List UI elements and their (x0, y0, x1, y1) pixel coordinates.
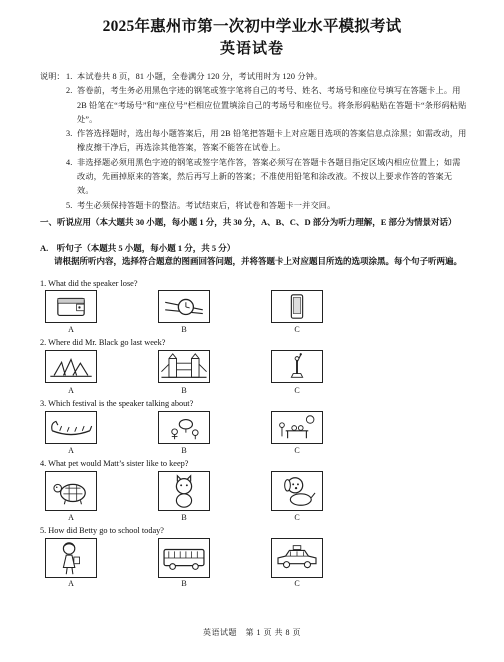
option-label-c: C (294, 386, 300, 395)
instructions-lead: 说明： (40, 72, 65, 81)
bus-icon[interactable] (158, 538, 210, 578)
option-label-c: C (294, 325, 300, 334)
option-label-a: A (68, 579, 74, 588)
instruction-item: 2. 答卷前，考生务必用黑色字迹的钢笔或签字笔将自己的考号、姓名、考场号和座位号填写在答题卡上。用 2B 铅笔在“考场号”和“座位号”栏相应位置填涂自己的考场号和座位号。将条形码粘贴在答题卡“条形码粘贴处”。 (66, 86, 467, 124)
part-a-title: A. 听句子（本题共 5 小题，每小题 1 分，共 5 分） (40, 243, 236, 253)
question-1: 1. What did the speaker lose? (40, 279, 138, 288)
exam-subject: 英语试卷 (219, 41, 284, 57)
option-label-a: A (68, 513, 74, 522)
exam-title: 2025年惠州市第一次初中学业水平模拟考试 (102, 18, 402, 35)
girl-walking-icon[interactable] (45, 538, 97, 578)
page-footer: 英语试题 第 1 页 共 8 页 (203, 628, 301, 637)
turtle-icon[interactable] (45, 471, 97, 511)
opera-house-icon[interactable] (45, 350, 97, 383)
dog-icon[interactable] (271, 471, 323, 511)
option-label-c: C (294, 579, 300, 588)
instruction-item: 4. 非选择题必须用黑色字迹的钢笔或签字笔作答，答案必须写在答题卡各题目指定区域内相应位置上；如需改动，先画掉原来的答案，然后再写上新的答案；不准使用铅笔和涂改液。不按以上要求作答的答案无效。 (66, 157, 461, 196)
question-3: 3. Which festival is the speaker talking about? (40, 399, 194, 408)
wallet-icon[interactable] (45, 290, 97, 323)
instructions-block (40, 70, 470, 213)
option-label-a: A (68, 386, 74, 395)
option-label-c: C (294, 513, 300, 522)
question-2: 2. Where did Mr. Black go last week? (40, 338, 166, 347)
question-4: 4. What pet would Matt’s sister like to keep? (40, 459, 189, 468)
dragon-boat-icon[interactable] (45, 411, 97, 444)
taxi-icon[interactable] (271, 538, 323, 578)
instruction-item: 3. 作答选择题时，选出每小题答案后，用 2B 铅笔把答题卡上对应题目选项的答案信息点涂黑；如需改动，用橡皮擦干净后，再选涂其他答案，答案不能答在试卷上。 (66, 129, 467, 153)
statue-of-liberty-icon[interactable] (271, 350, 323, 383)
phone-icon[interactable] (271, 290, 323, 323)
instruction-item: 5. 考生必须保持答题卡的整洁。考试结束后，将试卷和答题卡一并交回。 (66, 200, 336, 210)
instruction-item: 1. 本试卷共 8 页，81 小题，全卷满分 120 分，考试用时为 120 分钟。 (66, 72, 323, 81)
lantern-riddle-icon[interactable] (158, 411, 210, 444)
option-label-b: B (181, 446, 187, 455)
option-label-a: A (68, 325, 74, 334)
moon-cake-table-icon[interactable] (271, 411, 323, 444)
option-label-b: B (181, 325, 187, 334)
question-5: 5. How did Betty go to school today? (40, 526, 164, 535)
part-a-instructions: 请根据所听内容，选择符合题意的图画回答问题，并将答题卡上对应题目所选的选项涂黑。每个句子听两遍。 (54, 256, 463, 266)
option-label-a: A (68, 446, 74, 455)
cat-icon[interactable] (158, 471, 210, 511)
watch-icon[interactable] (158, 290, 210, 323)
option-label-b: B (181, 386, 187, 395)
option-label-b: B (181, 579, 187, 588)
tower-bridge-icon[interactable] (158, 350, 210, 383)
option-label-b: B (181, 513, 187, 522)
option-label-c: C (294, 446, 300, 455)
section-heading: 一、听说应用（本大题共 30 小题，每小题 1 分，共 30 分，A、B、C、D 部分为听力理解，E 部分为情景对话） (40, 217, 457, 227)
